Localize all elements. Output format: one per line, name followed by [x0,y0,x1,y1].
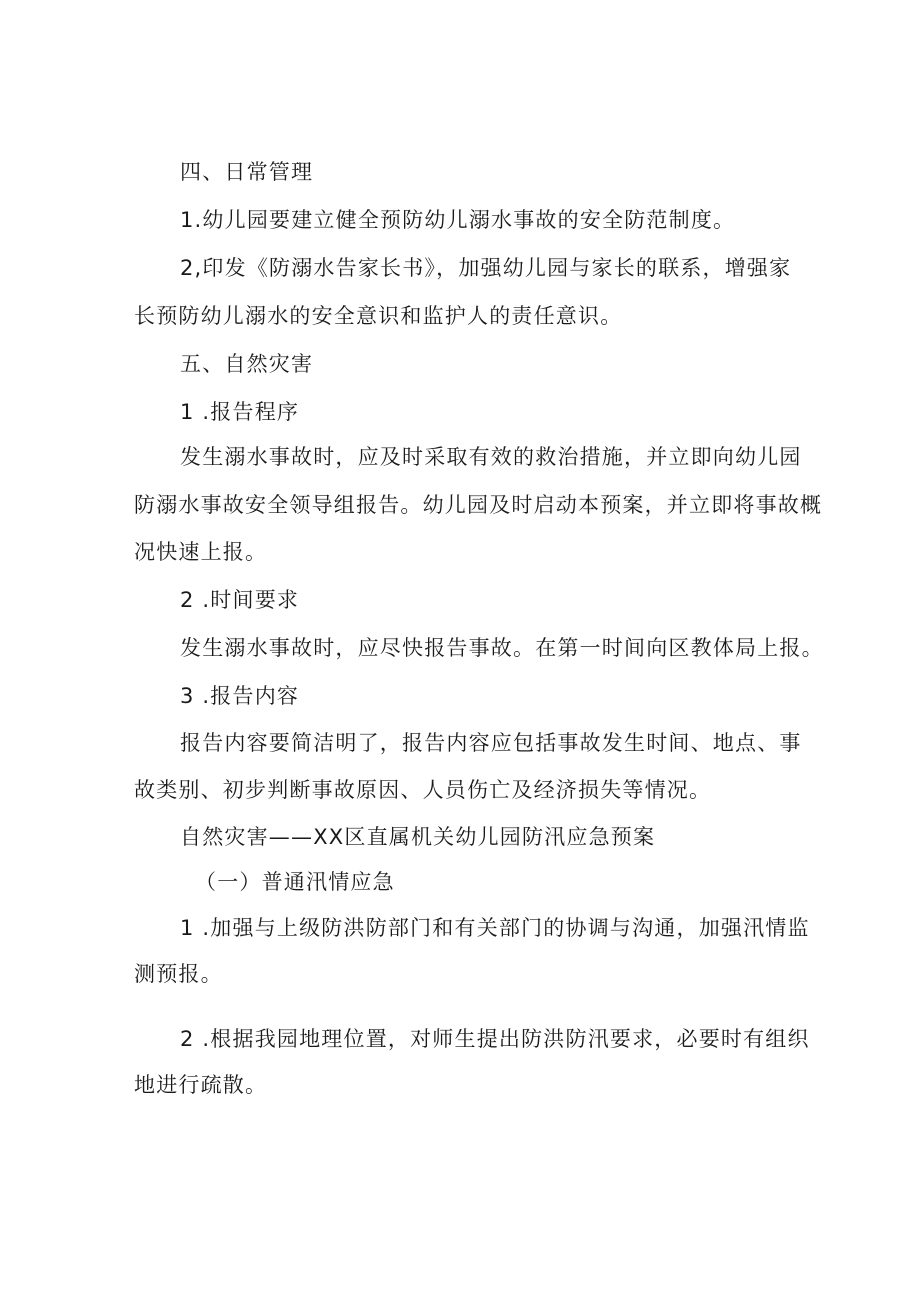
paragraph-line: 测预报。 [134,962,223,986]
subheading-general-flood: （一）普通汛情应急 [195,870,395,894]
paragraph-line: 故类别、初步判断事故原因、人员伤亡及经济损失等情况。 [134,778,712,802]
section-title-flood-plan: 自然灾害——XX区直属机关幼儿园防汛应急预案 [180,825,656,849]
paragraph-line: 2 .根据我园地理位置，对师生提出防洪防汛要求，必要时有组织 [180,1027,810,1051]
subheading-report-content: 3 .报告内容 [180,684,300,708]
paragraph-line: 发生溺水事故时，应及时采取有效的救治措施，并立即向幼儿园 [180,445,802,469]
paragraph-line: 防溺水事故安全领导组报告。幼儿园及时启动本预案，并立即将事故概 [134,493,823,517]
section-heading-daily-management: 四、日常管理 [180,160,314,184]
paragraph-line: 发生溺水事故时，应尽快报告事故。在第一时间向区教体局上报。 [180,636,824,660]
paragraph-line: 1.幼儿园要建立健全预防幼儿溺水事故的安全防范制度。 [180,208,736,232]
subheading-time-requirement: 2 .时间要求 [180,588,300,612]
paragraph-line: 长预防幼儿溺水的安全意识和监护人的责任意识。 [134,304,623,328]
subheading-report-procedure: 1 .报告程序 [180,400,300,424]
paragraph-line: 1 .加强与上级防洪防部门和有关部门的协调与沟通，加强汛情监 [180,916,810,940]
paragraph-line: 报告内容要简洁明了，报告内容应包括事故发生时间、地点、事 [180,731,802,755]
paragraph-line: 况快速上报。 [134,540,268,564]
paragraph-line: 地进行疏散。 [134,1073,268,1097]
paragraph-line: 2,印发《防溺水告家长书》，加强幼儿园与家长的联系，增强家 [180,256,792,280]
section-heading-natural-disaster: 五、自然灾害 [180,352,314,376]
